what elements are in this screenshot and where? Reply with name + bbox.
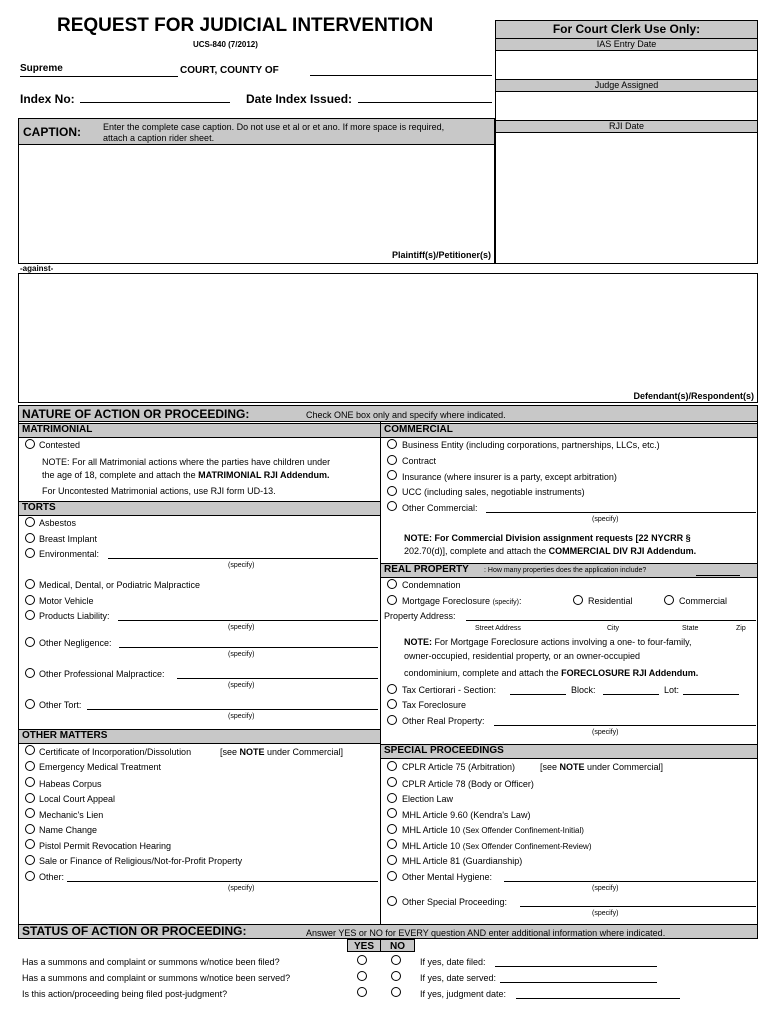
- rji-date-label: RJI Date: [496, 121, 757, 133]
- judge-assigned-field[interactable]: [496, 92, 757, 121]
- ias-entry-date-field[interactable]: [496, 51, 757, 80]
- other-matters-radio[interactable]: [25, 871, 35, 881]
- cplr78-label: CPLR Article 78 (Body or Officer): [402, 779, 534, 789]
- insurance-label: Insurance (where insurer is a party, except arbitration): [402, 472, 617, 482]
- torts-title: TORTS: [22, 502, 56, 513]
- property-address-label: Property Address:: [384, 611, 456, 621]
- against-label: -against-: [20, 264, 54, 273]
- other-negligence-label: Other Negligence:: [39, 638, 112, 648]
- status-instruction: Answer YES or NO for EVERY question AND enter additional information where indicated.: [306, 928, 666, 938]
- commercial-property-label: Commercial: [679, 596, 728, 606]
- certificate-label: Certificate of Incorporation/Dissolution: [39, 747, 192, 757]
- professional-specify: (specify): [228, 682, 255, 689]
- other-commercial-label: Other Commercial:: [402, 503, 478, 513]
- negligence-specify: (specify): [228, 651, 255, 658]
- name-change-radio[interactable]: [25, 824, 35, 834]
- commercial-note-2: 202.70(d)], complete and attach the COMMERCIAL DIV RJI Addendum.: [404, 546, 697, 556]
- professional-malpractice-radio[interactable]: [25, 668, 35, 678]
- caption-box: [18, 118, 495, 264]
- lot-label: Lot:: [664, 685, 680, 695]
- contract-label: Contract: [402, 456, 437, 466]
- residential-label: Residential: [588, 596, 633, 606]
- foreclosure-note-3: condominium, complete and attach the FORECLOSURE RJI Addendum.: [404, 668, 699, 678]
- mhl10-initial-label: MHL Article 10 (Sex Offender Confinement-Initial): [402, 825, 584, 835]
- caption-instruction-1: Enter the complete case caption. Do not use et al or et ano. If more space is required,: [103, 122, 445, 132]
- court-county-label: COURT, COUNTY OF: [180, 65, 279, 76]
- court-type-line: [20, 76, 178, 77]
- habeas-corpus-radio[interactable]: [25, 777, 35, 787]
- plaintiff-field[interactable]: [19, 145, 494, 250]
- asbestos-label: Asbestos: [39, 518, 77, 528]
- mechanics-lien-label: Mechanic's Lien: [39, 810, 104, 820]
- environmental-field[interactable]: [108, 549, 378, 559]
- certificate-note: [see NOTE under Commercial]: [220, 747, 344, 757]
- habeas-corpus-label: Habeas Corpus: [39, 779, 102, 789]
- matrimonial-note-3: For Uncontested Matrimonial actions, use RJI form UD-13.: [42, 486, 276, 496]
- products-liability-label: Products Liability:: [39, 611, 110, 621]
- no-header: NO: [381, 939, 415, 952]
- form-title: REQUEST FOR JUDICIAL INTERVENTION: [57, 15, 434, 36]
- judgment-date-field[interactable]: [516, 989, 680, 999]
- status-answer-1: If yes, date filed:: [420, 957, 486, 967]
- rji-date-field[interactable]: [496, 133, 757, 262]
- index-no-label: Index No:: [20, 92, 75, 106]
- other-matters-specify: (specify): [228, 885, 255, 892]
- other-tort-field[interactable]: [87, 700, 378, 710]
- mhl81-radio[interactable]: [387, 855, 397, 865]
- emergency-medical-radio[interactable]: [25, 761, 35, 771]
- contested-radio[interactable]: [25, 439, 35, 449]
- other-matters-field[interactable]: [67, 872, 378, 882]
- defendant-label: Defendant(s)/Respondent(s): [633, 391, 754, 401]
- defendant-box[interactable]: [18, 273, 758, 403]
- cplr75-note: [see NOTE under Commercial]: [540, 762, 664, 772]
- foreclosure-note-2: owner-occupied, residential property, or an owner-occupied: [404, 651, 640, 661]
- special-title: SPECIAL PROCEEDINGS: [384, 745, 504, 756]
- status-question-3: Is this action/proceeding being filed post-judgment?: [22, 989, 228, 999]
- block-label: Block:: [571, 685, 596, 695]
- status-answer-2: If yes, date served:: [420, 973, 497, 983]
- cplr78-radio[interactable]: [387, 777, 397, 787]
- other-special-specify: (specify): [592, 910, 619, 917]
- contested-label: Contested: [39, 440, 81, 450]
- clerk-box: [495, 20, 758, 264]
- tax-certiorari-radio[interactable]: [387, 684, 397, 694]
- q2-no-radio[interactable]: [391, 971, 401, 981]
- q3-yes-radio[interactable]: [357, 987, 367, 997]
- other-negligence-field[interactable]: [119, 638, 378, 648]
- other-negligence-radio[interactable]: [25, 637, 35, 647]
- professional-malpractice-field[interactable]: [177, 669, 378, 679]
- condemnation-radio[interactable]: [387, 579, 397, 589]
- motor-vehicle-radio[interactable]: [25, 595, 35, 605]
- status-question-1: Has a summons and complaint or summons w/notice been filed?: [22, 957, 280, 967]
- medical-radio[interactable]: [25, 579, 35, 589]
- q1-yes-radio[interactable]: [357, 955, 367, 965]
- matrimonial-note-1: NOTE: For all Matrimonial actions where the parties have children under: [42, 457, 331, 467]
- nature-instruction: Check ONE box only and specify where indicated.: [306, 410, 506, 420]
- addr-state-label: State: [682, 625, 699, 632]
- form-id: UCS-840 (7/2012): [193, 40, 258, 49]
- mechanics-lien-radio[interactable]: [25, 808, 35, 818]
- q3-no-radio[interactable]: [391, 987, 401, 997]
- other-tort-specify: (specify): [228, 713, 255, 720]
- mortgage-foreclosure-radio[interactable]: [387, 595, 397, 605]
- other-special-label: Other Special Proceeding:: [402, 897, 508, 907]
- mhl10-review-label: MHL Article 10 (Sex Offender Confinement-Review): [402, 841, 592, 851]
- products-liability-field[interactable]: [118, 611, 378, 621]
- lot-field[interactable]: [683, 685, 739, 695]
- condemnation-label: Condemnation: [402, 580, 461, 590]
- local-court-appeal-label: Local Court Appeal: [39, 794, 116, 804]
- religious-property-radio[interactable]: [25, 855, 35, 865]
- mhl10-initial-radio[interactable]: [387, 824, 397, 834]
- business-entity-label: Business Entity (including corporations, partnerships, LLCs, etc.): [402, 440, 660, 450]
- local-court-appeal-radio[interactable]: [25, 793, 35, 803]
- judge-assigned-label: Judge Assigned: [496, 80, 757, 92]
- status-question-2: Has a summons and complaint or summons w/notice been served?: [22, 973, 291, 983]
- products-specify: (specify): [228, 624, 255, 631]
- election-law-label: Election Law: [402, 794, 454, 804]
- motor-vehicle-label: Motor Vehicle: [39, 596, 94, 606]
- mhl960-label: MHL Article 9.60 (Kendra's Law): [402, 810, 531, 820]
- ucc-label: UCC (including sales, negotiable instruments): [402, 487, 585, 497]
- breast-implant-label: Breast Implant: [39, 534, 98, 544]
- contract-radio[interactable]: [387, 455, 397, 465]
- other-real-property-specify: (specify): [592, 729, 619, 736]
- other-real-property-label: Other Real Property:: [402, 716, 485, 726]
- index-no-field[interactable]: [80, 93, 230, 103]
- mental-hygiene-specify: (specify): [592, 885, 619, 892]
- caption-label: CAPTION:: [23, 125, 81, 139]
- other-real-property-radio[interactable]: [387, 715, 397, 725]
- property-address-field[interactable]: [466, 611, 756, 621]
- other-commercial-radio[interactable]: [387, 501, 397, 511]
- election-law-radio[interactable]: [387, 793, 397, 803]
- addr-street-label: Street Address: [475, 625, 521, 632]
- breast-implant-radio[interactable]: [25, 533, 35, 543]
- cplr75-radio[interactable]: [387, 761, 397, 771]
- tax-certiorari-label: Tax Certiorari - Section:: [402, 685, 497, 695]
- ias-entry-date-label: IAS Entry Date: [496, 39, 757, 51]
- pistol-permit-radio[interactable]: [25, 839, 35, 849]
- commercial-title: COMMERCIAL: [384, 424, 453, 435]
- mhl960-radio[interactable]: [387, 808, 397, 818]
- residential-radio[interactable]: [573, 595, 583, 605]
- county-field[interactable]: [310, 66, 492, 76]
- real-property-title: REAL PROPERTY: [384, 564, 469, 575]
- mortgage-foreclosure-label: Mortgage Foreclosure (specify):: [402, 596, 522, 606]
- block-field[interactable]: [603, 685, 659, 695]
- other-commercial-field[interactable]: [486, 503, 756, 513]
- plaintiff-label: Plaintiff(s)/Petitioner(s): [391, 250, 491, 260]
- cplr75-label: CPLR Article 75 (Arbitration): [402, 762, 516, 772]
- other-mental-hygiene-radio[interactable]: [387, 871, 397, 881]
- matrimonial-title: MATRIMONIAL: [22, 424, 93, 435]
- other-mental-hygiene-label: Other Mental Hygiene:: [402, 872, 493, 882]
- religious-property-label: Sale or Finance of Religious/Not-for-Profit Property: [39, 856, 243, 866]
- environmental-label: Environmental:: [39, 549, 100, 559]
- clerk-title: For Court Clerk Use Only:: [496, 21, 757, 39]
- other-matters-title: OTHER MATTERS: [22, 730, 108, 741]
- torts-header: [19, 501, 380, 516]
- other-real-property-field[interactable]: [494, 716, 756, 726]
- date-index-issued-field[interactable]: [358, 93, 492, 103]
- medical-label: Medical, Dental, or Podiatric Malpractice: [39, 580, 201, 590]
- emergency-medical-label: Emergency Medical Treatment: [39, 762, 162, 772]
- pistol-permit-label: Pistol Permit Revocation Hearing: [39, 841, 172, 851]
- other-tort-radio[interactable]: [25, 699, 35, 709]
- q2-yes-radio[interactable]: [357, 971, 367, 981]
- other-mental-hygiene-field[interactable]: [504, 872, 756, 882]
- status-title: STATUS OF ACTION OR PROCEEDING:: [22, 924, 247, 938]
- court-type: Supreme: [20, 63, 63, 74]
- status-answer-3: If yes, judgment date:: [420, 989, 507, 999]
- asbestos-radio[interactable]: [25, 517, 35, 527]
- addr-city-label: City: [607, 625, 620, 632]
- certificate-radio[interactable]: [25, 745, 35, 755]
- tax-section-field[interactable]: [510, 685, 566, 695]
- real-property-question: : How many properties does the application include?: [484, 567, 647, 574]
- date-index-issued-label: Date Index Issued:: [246, 92, 353, 106]
- commercial-note-1: NOTE: For Commercial Division assignment requests [22 NYCRR §: [404, 533, 691, 543]
- nature-title: NATURE OF ACTION OR PROCEEDING:: [22, 407, 250, 421]
- insurance-radio[interactable]: [387, 470, 397, 480]
- professional-malpractice-label: Other Professional Malpractice:: [39, 669, 165, 679]
- name-change-label: Name Change: [39, 825, 98, 835]
- date-filed-field[interactable]: [495, 957, 657, 967]
- caption-instruction-2: attach a caption rider sheet.: [103, 133, 215, 143]
- date-served-field[interactable]: [500, 973, 657, 983]
- mhl10-review-radio[interactable]: [387, 839, 397, 849]
- tax-foreclosure-radio[interactable]: [387, 699, 397, 709]
- commercial-property-radio[interactable]: [664, 595, 674, 605]
- other-tort-label: Other Tort:: [39, 700, 82, 710]
- property-count-field[interactable]: [696, 566, 740, 576]
- mhl81-label: MHL Article 81 (Guardianship): [402, 856, 523, 866]
- ucc-radio[interactable]: [387, 486, 397, 496]
- tax-foreclosure-label: Tax Foreclosure: [402, 700, 467, 710]
- matrimonial-note-2: the age of 18, complete and attach the MATRIMONIAL RJI Addendum.: [42, 470, 330, 480]
- other-special-radio[interactable]: [387, 896, 397, 906]
- yes-header: YES: [347, 939, 381, 952]
- foreclosure-note-1: NOTE: For Mortgage Foreclosure actions involving a one- to four-family,: [404, 637, 692, 647]
- environmental-specify: (specify): [228, 562, 255, 569]
- other-commercial-specify: (specify): [592, 516, 619, 523]
- other-matters-label: Other:: [39, 872, 65, 882]
- q1-no-radio[interactable]: [391, 955, 401, 965]
- business-entity-radio[interactable]: [387, 439, 397, 449]
- environmental-radio[interactable]: [25, 548, 35, 558]
- column-divider: [380, 422, 381, 926]
- products-liability-radio[interactable]: [25, 610, 35, 620]
- addr-zip-label: Zip: [736, 625, 746, 632]
- other-special-field[interactable]: [520, 897, 756, 907]
